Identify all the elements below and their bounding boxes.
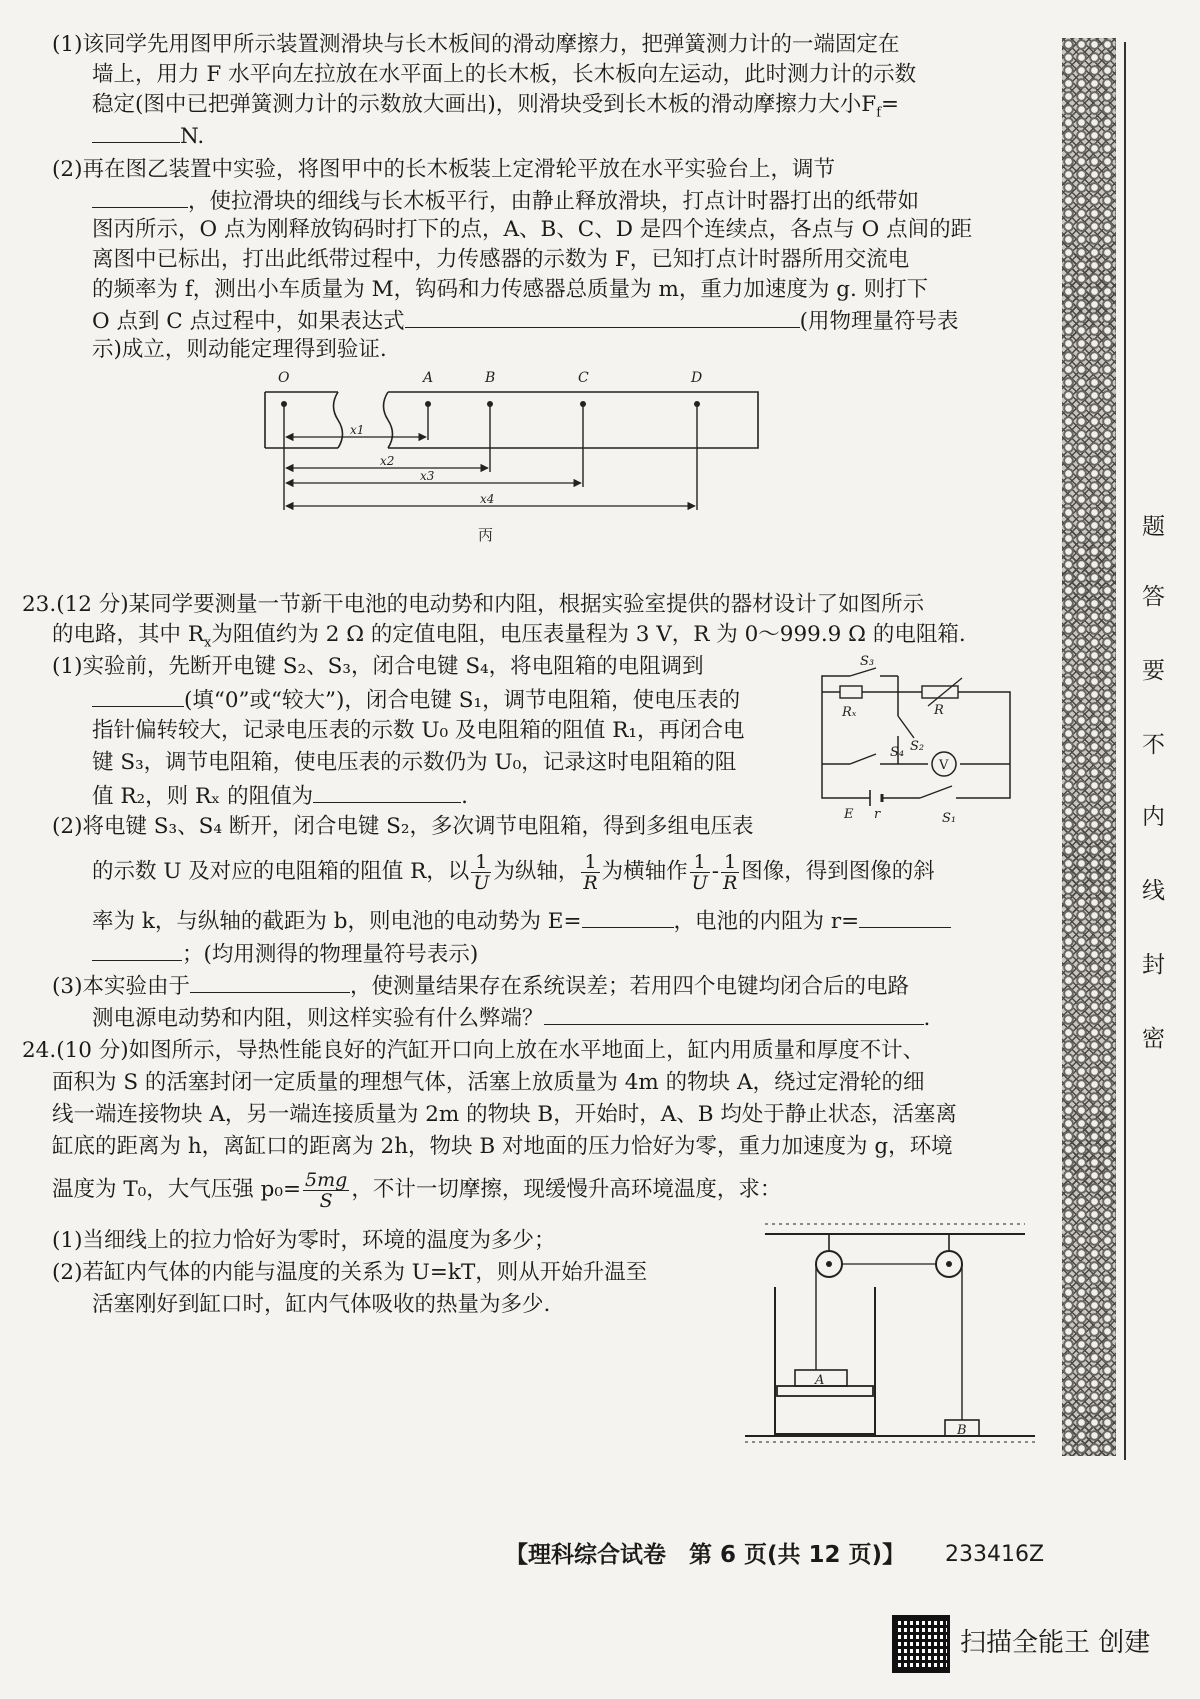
decorative-border [1062,38,1116,1456]
tape-strip [265,392,758,448]
q23-p1-line2: (填“0”或“较大”)，闭合电键 S₁，调节电阻箱，使电压表的 [92,684,740,716]
q24-head-line4: 缸底的距离为 h，离缸口的距离为 2h，物块 B 对地面的压力恰好为零，重力加速度为 g，环境 [52,1134,953,1159]
fraction-1-over-r-b: $\frac{1}{R}$ [722,850,738,894]
q22-p2-line7: 示)成立，则动能定理得到验证. [92,337,387,362]
side-char-2: 答 [1142,584,1165,610]
q24-head-line3: 线一端连接物块 A，另一端连接质量为 2m 的物块 B，开始时，A、B 均处于静止状态，活塞离 [52,1102,957,1127]
side-char-1: 题 [1142,514,1165,540]
answer-blank-internal-r[interactable] [859,905,951,928]
label-x1: x1 [350,423,365,437]
q23-p2-line2: 的示数 U 及对应的电阻箱的阻值 R，以 $\frac{1}{U}$ 为纵轴， $\frac{1}{R}$ 为横轴作 $\frac{1}{U}$ - $\frac{1}{R}$ 图像，得到图像的斜 [92,850,935,894]
q22-p1-line4: N. [92,120,204,152]
paper-code: 233416Z [945,1542,1045,1567]
q22-p2-line1: (2)再在图乙装置中实验，将图甲中的长木板装上定滑轮平放在水平实验台上，调节 [52,157,835,182]
label-d: D [691,370,703,386]
switch-s2 [898,716,914,738]
label-a: A [423,370,434,386]
q23-p2-line1: (2)将电键 S₃、S₄ 断开，闭合电键 S₂，多次调节电阻箱，得到多组电压表 [52,814,754,839]
resistor-rx [840,686,862,698]
side-char-3: 要 [1142,658,1165,684]
fraction-5mg-over-s: $\frac{5mg}{S}$ [305,1168,348,1212]
label-c: C [578,370,589,386]
label-a-block: A [815,1373,825,1388]
label-s4: S₄ [890,745,905,760]
label-b: B [485,370,496,386]
answer-blank-error-cause[interactable] [190,970,350,993]
q24-head-line1: 24.(10 分)如图所示，导热性能良好的汽缸开口向上放在水平地面上，缸内用质量和厚度不计、 [22,1038,925,1063]
answer-blank-resistor-setting[interactable] [92,684,184,707]
label-s2: S₂ [910,739,925,754]
scanner-watermark: 扫描全能王 创建 [960,1628,1151,1658]
q22-p1-line1: (1)该同学先用图甲所示装置测滑块与长木板间的滑动摩擦力，把弹簧测力计的一端固定在 [52,32,900,57]
point-o [281,401,287,407]
answer-blank-internal-r-cont[interactable] [92,938,182,961]
point-a [425,401,431,407]
side-char-4: 不 [1142,732,1165,758]
label-s1: S₁ [942,811,957,826]
side-char-7: 封 [1142,952,1165,978]
q23-p1-line4: 键 S₃，调节电阻箱，使电压表的示数仍为 U₀，记录这时电阻箱的阻 [92,750,737,775]
page-footer-title: 【理科综合试卷 第 6 页(共 12 页)】 [505,1542,906,1568]
q23-p1-line3: 指针偏转较大，记录电压表的示数 U₀ 及电阻箱的阻值 R₁，再闭合电 [92,718,745,743]
cylinder [775,1287,875,1434]
answer-blank-expression[interactable] [405,305,800,328]
q22-p1-line2: 墙上，用力 F 水平向左拉放在水平面上的长木板，长木板向左运动，此时测力计的示数 [92,62,917,87]
q22-p1-line3: 稳定(图中已把弹簧测力计的示数放大画出)，则滑块受到长木板的滑动摩擦力大小$F_f=$ [92,92,900,121]
circuit-diagram [810,650,1020,826]
q22-p2-line5: 的频率为 f，测出小车质量为 M，钩码和力传感器总质量为 m，重力加速度为 g. 则打下 [92,277,929,302]
q24-head-line2: 面积为 S 的活塞封闭一定质量的理想气体，活塞上放质量为 4m 的物块 A，绕过定滑轮的细 [52,1070,925,1095]
q24-sub3: 活塞刚好到缸口时，缸内气体吸收的热量为多少. [92,1292,551,1317]
q23-head-line2: 的电路，其中 $R_x$为阻值约为 2 Ω 的定值电阻，电压表量程为 3 V，R 为 0～999.9 Ω 的电阻箱. [52,622,966,651]
q24-head-line5: 温度为 T₀，大气压强 p₀= $\frac{5mg}{S}$ ，不计一切摩擦，现缓慢升高环境温度，求： [52,1168,782,1212]
fraction-1-over-u-b: $\frac{1}{U}$ [691,850,708,894]
q22-p2-line2: ，使拉滑块的细线与长木板平行，由静止释放滑块，打点计时器打出的纸带如 [92,185,919,217]
q23-p3-line2: 测电源电动势和内阻，则这样实验有什么弊端？ . [92,1002,930,1034]
q24-sub1: (1)当细线上的拉力恰好为零时，环境的温度为多少； [52,1228,556,1253]
q22-p2-line3: 图丙所示，O 点为刚释放钩码时打下的点，A、B、C、D 是四个连续点，各点与 O 点间的距 [92,217,973,242]
tape-figure [260,370,780,570]
q23-p2-line4: ；(均用测得的物理量符号表示) [92,938,478,970]
answer-blank-friction[interactable] [92,120,180,143]
answer-blank-adjust[interactable] [92,185,188,208]
qr-code-icon [895,1618,947,1670]
label-v: V [939,758,949,773]
piston [777,1386,873,1396]
switch-s1 [920,786,952,798]
answer-blank-drawback[interactable] [544,1002,924,1025]
label-x4: x4 [480,492,495,506]
q23-p1-line1: (1)实验前，先断开电键 S₂、S₃，闭合电键 S₄，将电阻箱的电阻调到 [52,654,704,679]
fraction-1-over-u: $\frac{1}{U}$ [473,850,490,894]
label-r: R [934,703,944,718]
seal-line [1124,42,1126,1460]
q24-sub2: (2)若缸内气体的内能与温度的关系为 U=kT，则从开始升温至 [52,1260,648,1285]
variable-arrow [928,678,962,706]
side-char-8: 密 [1142,1026,1165,1052]
q22-p2-line4: 离图中已标出，打出此纸带过程中，力传感器的示数为 F，已知打点计时器所用交流电 [92,247,910,272]
label-b-block: B [957,1423,967,1438]
q23-p2-line3: 率为 k，与纵轴的截距为 b，则电池的电动势为 E= ，电池的内阻为 r= [92,905,951,937]
label-x3: x3 [420,469,435,483]
q23-head-line1: 23.(12 分)某同学要测量一节新干电池的电动势和内阻，根据实验室提供的器材设计了如图所示 [22,592,925,617]
fraction-1-over-r: $\frac{1}{R}$ [583,850,598,894]
cylinder-figure [745,1222,1035,1452]
q23-p3-line1: (3)本实验由于 ，使测量结果存在系统误差；若用四个电键均闭合后的电路 [52,970,909,1002]
point-b [487,401,493,407]
label-s3: S₃ [860,654,875,669]
answer-blank-rx[interactable] [313,780,461,803]
switch-s3 [850,668,876,676]
label-x2: x2 [380,454,395,468]
q23-p1-line5: 值 R₂，则 Rₓ 的阻值为 . [92,780,468,812]
switch-s4 [850,754,876,764]
side-char-6: 线 [1142,878,1165,904]
point-d [694,401,700,407]
answer-blank-emf[interactable] [582,905,674,928]
q22-p2-line6: O 点到 C 点过程中，如果表达式 (用物理量符号表 [92,305,958,337]
label-r-int: r [874,807,881,822]
point-c [580,401,586,407]
side-char-5: 内 [1142,804,1165,830]
label-rx: Rₓ [842,705,857,720]
label-e: E [844,807,854,822]
figure-caption: 丙 [478,526,494,544]
label-o: O [278,370,290,386]
